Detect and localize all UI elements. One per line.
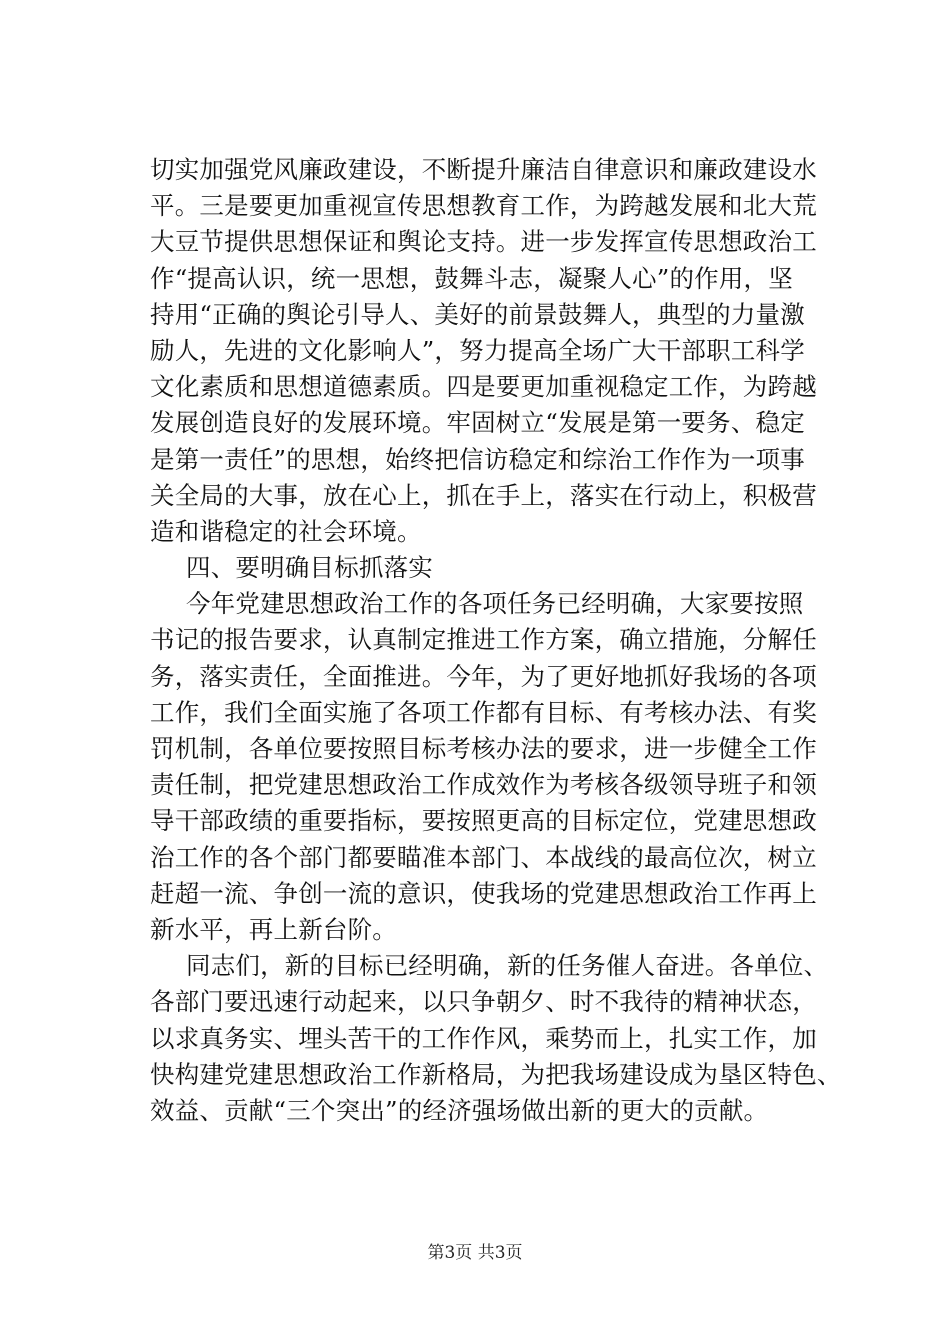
text-line: 关全局的大事，放在心上，抓在手上，落实在行动上，积极营 bbox=[150, 480, 817, 510]
text-line: 导干部政绩的重要指标，要按照更高的目标定位，党建思想政 bbox=[150, 806, 817, 836]
text-line: 作“提高认识，统一思想，鼓舞斗志，凝聚人心”的作用，坚 bbox=[150, 263, 793, 293]
text-line: 四、要明确目标抓落实 bbox=[186, 553, 433, 583]
text-line: 文化素质和思想道德素质。四是要更加重视稳定工作，为跨越 bbox=[150, 372, 817, 402]
text-line: 大豆节提供思想保证和舆论支持。进一步发挥宣传思想政治工 bbox=[150, 227, 817, 257]
text-line: 务，落实责任，全面推进。今年，为了更好地抓好我场的各项 bbox=[150, 661, 817, 691]
text-line: 赶超一流、争创一流的意识，使我场的党建思想政治工作再上 bbox=[150, 878, 817, 908]
text-line: 是第一责任”的思想，始终把信访稳定和综治工作作为一项事 bbox=[150, 444, 805, 474]
text-line: 效益、贡献“三个突出”的经济强场做出新的更大的贡献。 bbox=[150, 1095, 769, 1125]
text-line: 同志们，新的目标已经明确，新的任务催人奋进。各单位、 bbox=[186, 951, 829, 981]
text-line: 今年党建思想政治工作的各项任务已经明确，大家要按照 bbox=[186, 589, 804, 619]
text-line: 快构建党建思想政治工作新格局，为把我场建设成为垦区特色、 bbox=[150, 1059, 842, 1089]
text-line: 各部门要迅速行动起来，以只争朝夕、时不我待的精神状态， bbox=[150, 987, 817, 1017]
page-number-footer: 第3页 共3页 bbox=[427, 1243, 523, 1263]
text-line: 罚机制，各单位要按照目标考核办法的要求，进一步健全工作 bbox=[150, 734, 817, 763]
text-line: 书记的报告要求，认真制定推进工作方案，确立措施，分解任 bbox=[150, 625, 817, 655]
text-line: 平。三是要更加重视宣传思想教育工作，为跨越发展和北大荒 bbox=[150, 191, 817, 221]
text-line: 切实加强党风廉政建设，不断提升廉洁自律意识和廉政建设水 bbox=[150, 155, 817, 184]
text-line: 新水平，再上新台阶。 bbox=[150, 914, 397, 944]
text-line: 治工作的各个部门都要瞄准本部门、本战线的最高位次，树立 bbox=[150, 842, 817, 872]
text-line: 以求真务实、埋头苦干的工作作风，乘势而上，扎实工作，加 bbox=[150, 1023, 817, 1053]
text-line: 发展创造良好的发展环境。牢固树立“发展是第一要务、稳定 bbox=[150, 408, 805, 438]
text-line: 造和谐稳定的社会环境。 bbox=[150, 516, 422, 546]
text-line: 工作，我们全面实施了各项工作都有目标、有考核办法、有奖 bbox=[150, 697, 817, 727]
text-line: 持用“正确的舆论引导人、美好的前景鼓舞人，典型的力量激 bbox=[150, 299, 805, 329]
document-body bbox=[150, 152, 842, 1129]
text-line: 励人，先进的文化影响人”，努力提高全场广大干部职工科学 bbox=[150, 335, 805, 365]
text-line: 责任制，把党建思想政治工作成效作为考核各级领导班子和领 bbox=[150, 770, 817, 800]
